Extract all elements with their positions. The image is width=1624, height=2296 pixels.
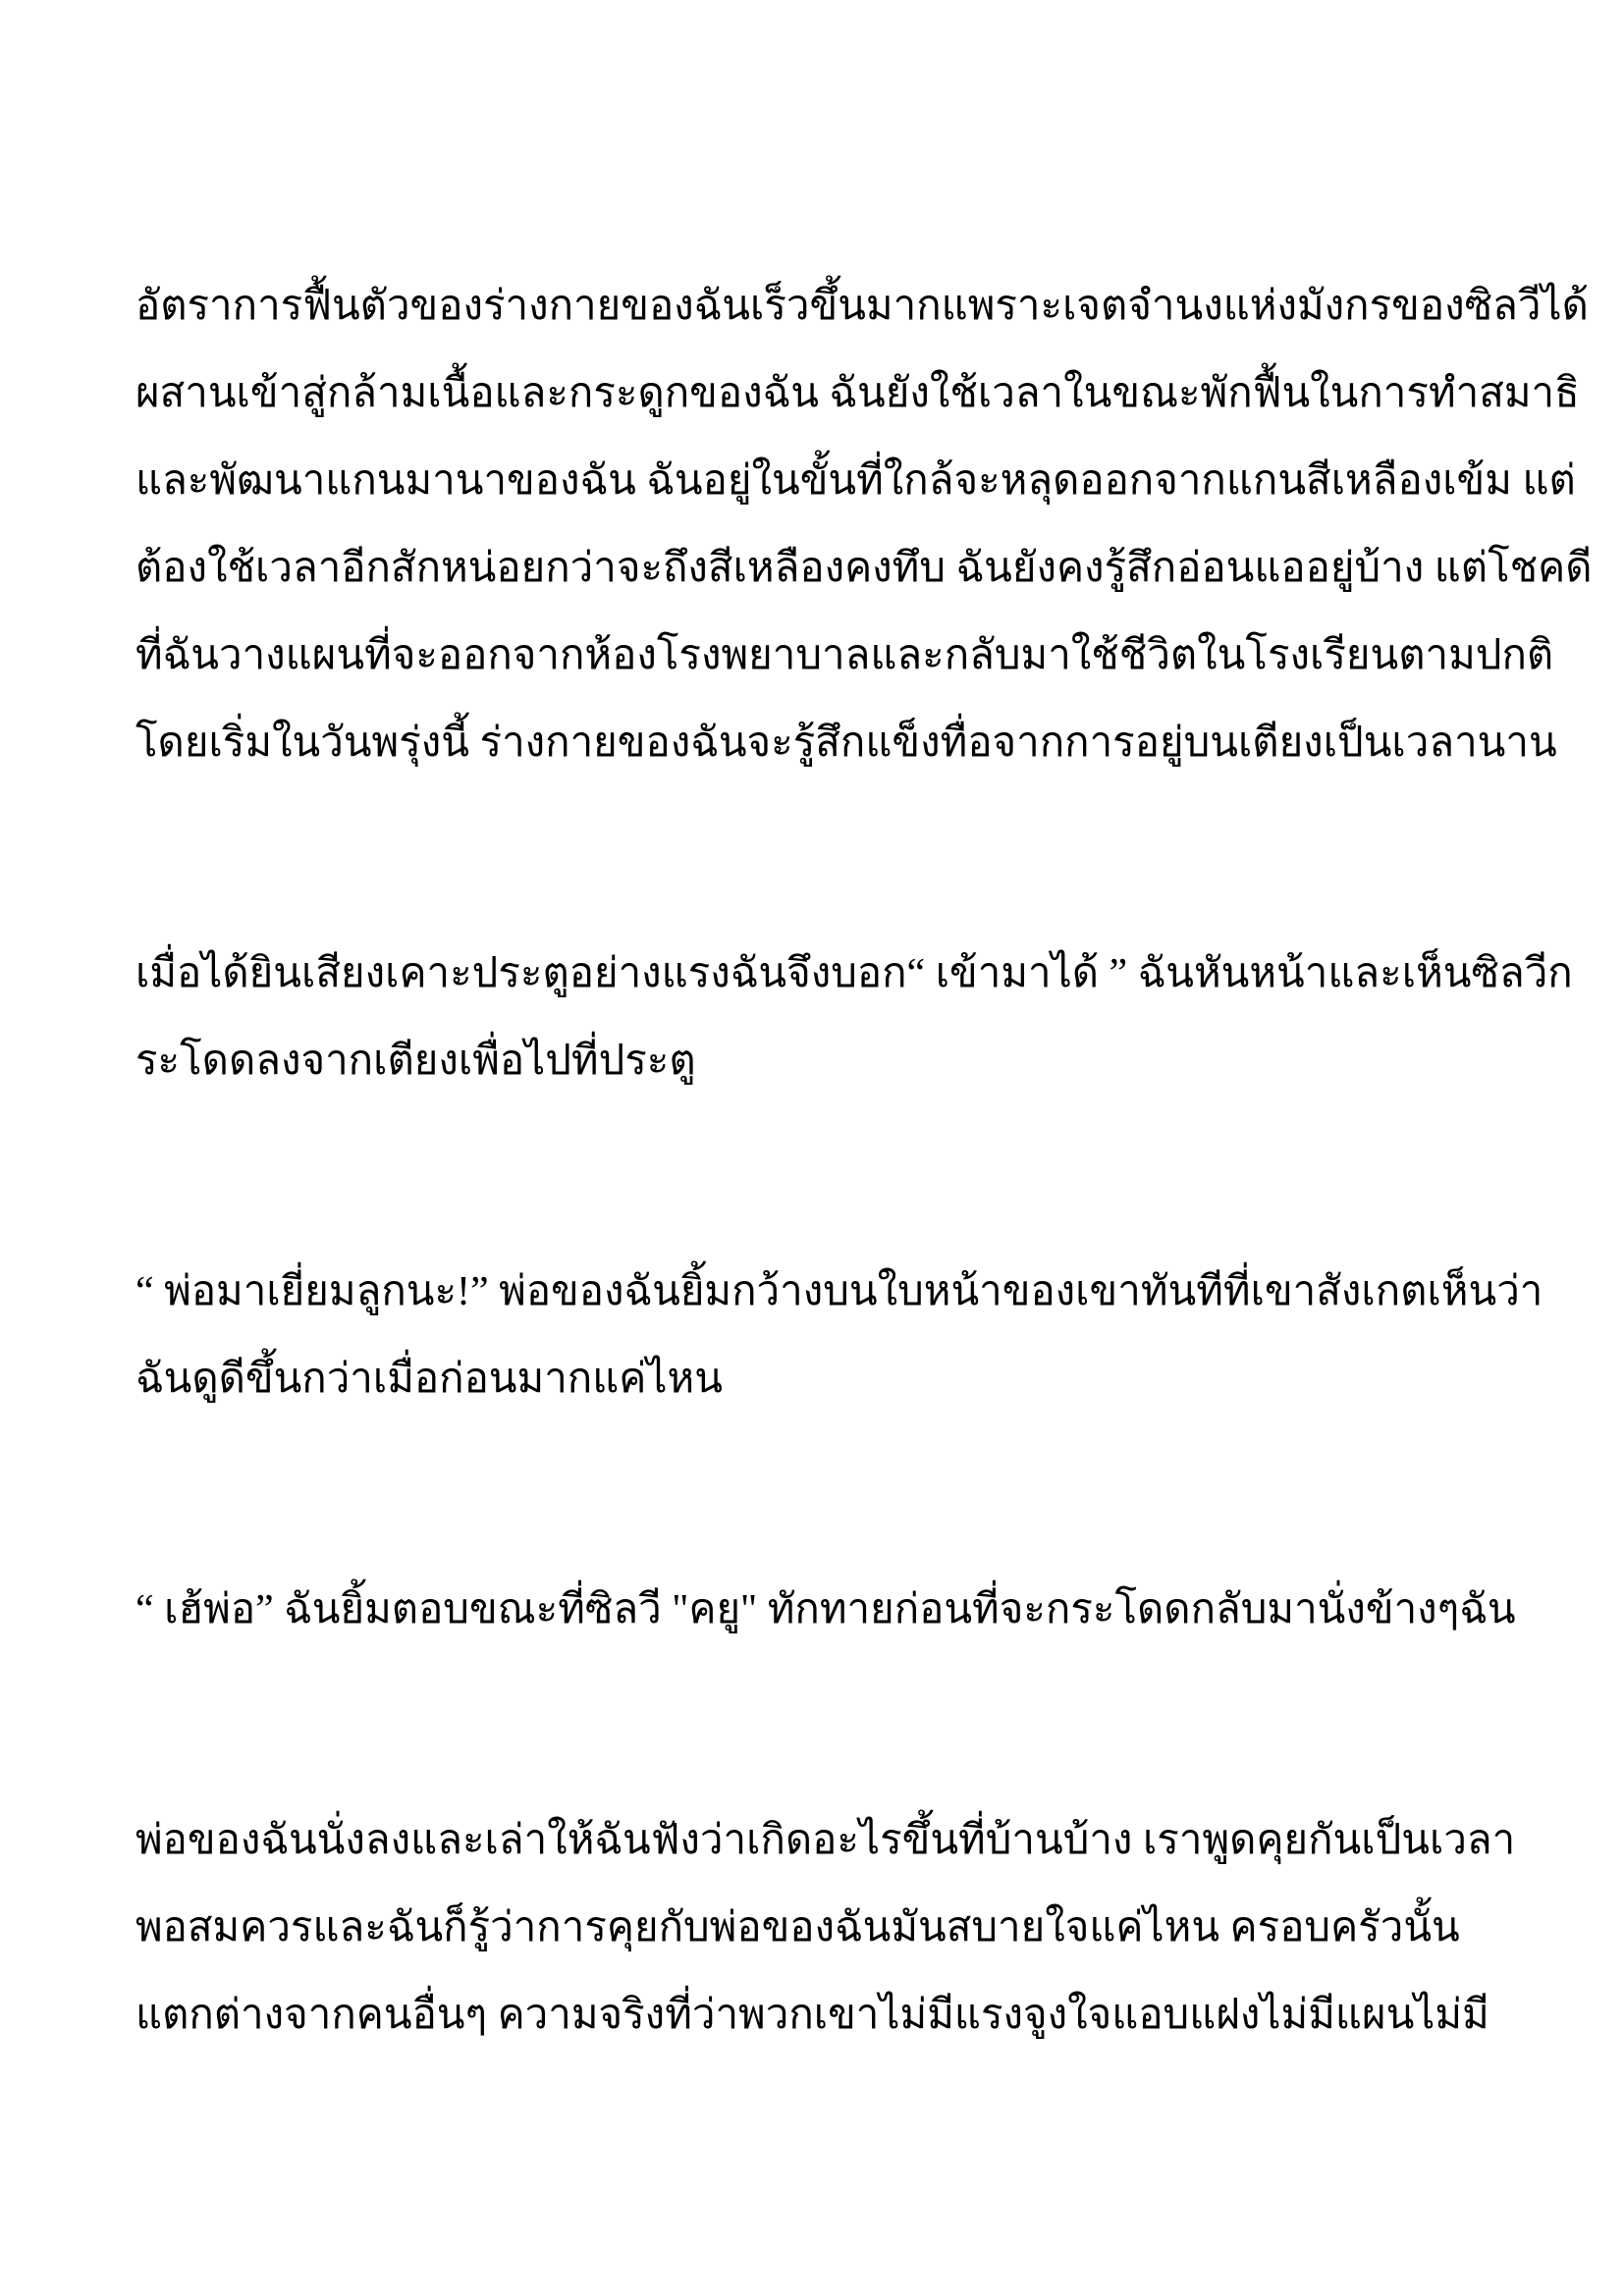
text-line: พอสมควรและฉันก็รู้ว่าการคุยกับพ่อของฉันมันสบายใจแค่ไหน ครอบครัวนั้น: [135, 1905, 1460, 1950]
paragraph-3: [135, 1249, 1543, 1423]
paragraph-4: [135, 1567, 1516, 1654]
paragraph-5: [135, 1797, 1516, 2059]
text-line: “ พ่อมาเยี่ยมลูกนะ!” พ่อของฉันยิ้มกว้างบนใบหน้าของเขาทันทีที่เขาสังเกตเห็นว่า: [135, 1269, 1543, 1314]
text-line: อัตราการฟื้นตัวของร่างกายของฉันเร็วขึ้นมากแพราะเจตจำนงแห่งมังกรของซิลวีได้: [135, 284, 1589, 329]
text-line: ฉันดูดีขึ้นกว่าเมื่อก่อนมากแค่ไหน: [135, 1357, 723, 1402]
text-line: ต้องใช้เวลาอีกสักหน่อยกว่าจะถึงสีเหลืองคงทึบ ฉันยังคงรู้สึกอ่อนแออยู่บ้าง แต่โชคดี: [135, 546, 1593, 591]
text-line: ผสานเข้าสู่กล้ามเนื้อและกระดูกของฉัน ฉันยังใช้เวลาในขณะพักฟื้นในการทำสมาธิ: [135, 371, 1580, 416]
text-line: เมื่อได้ยินเสียงเคาะประตูอย่างแรงฉันจึงบอก“ เข้ามาได้ ” ฉันหันหน้าและเห็นซิลวีก: [135, 951, 1573, 996]
document-body: [135, 263, 1593, 2059]
text-line: ระโดดลงจากเตียงเพื่อไปที่ประตู: [135, 1039, 696, 1084]
text-line: และพัฒนาแกนมานาของฉัน ฉันอยู่ในขั้นที่ใกล้จะหลุดออกจากแกนสีเหลืองเข้ม แต่: [135, 458, 1576, 504]
paragraph-1: [135, 263, 1593, 787]
text-line: โดยเริ่มในวันพรุ่งนี้ ร่างกายของฉันจะรู้สึกแข็งทื่อจากการอยู่บนเตียงเป็นเวลานาน: [135, 721, 1557, 766]
text-line: พ่อของฉันนั่งลงและเล่าให้ฉันฟังว่าเกิดอะไรขึ้นที่บ้านบ้าง เราพูดคุยกันเป็นเวลา: [135, 1818, 1516, 1863]
text-line: ที่ฉันวางแผนที่จะออกจากห้องโรงพยาบาลและกลับมาใช้ชีวิตในโรงเรียนตามปกติ: [135, 633, 1554, 678]
text-line: “ เฮ้พ่อ” ฉันยิ้มตอบขณะที่ซิลวี "คยู" ทักทายก่อนที่จะกระโดดกลับมานั่งข้างๆฉัน: [135, 1587, 1516, 1632]
paragraph-2: [135, 931, 1573, 1105]
text-line: แตกต่างจากคนอื่นๆ ความจริงที่ว่าพวกเขาไม่มีแรงจูงใจแอบแฝงไม่มีแผนไม่มี: [135, 1993, 1489, 2038]
